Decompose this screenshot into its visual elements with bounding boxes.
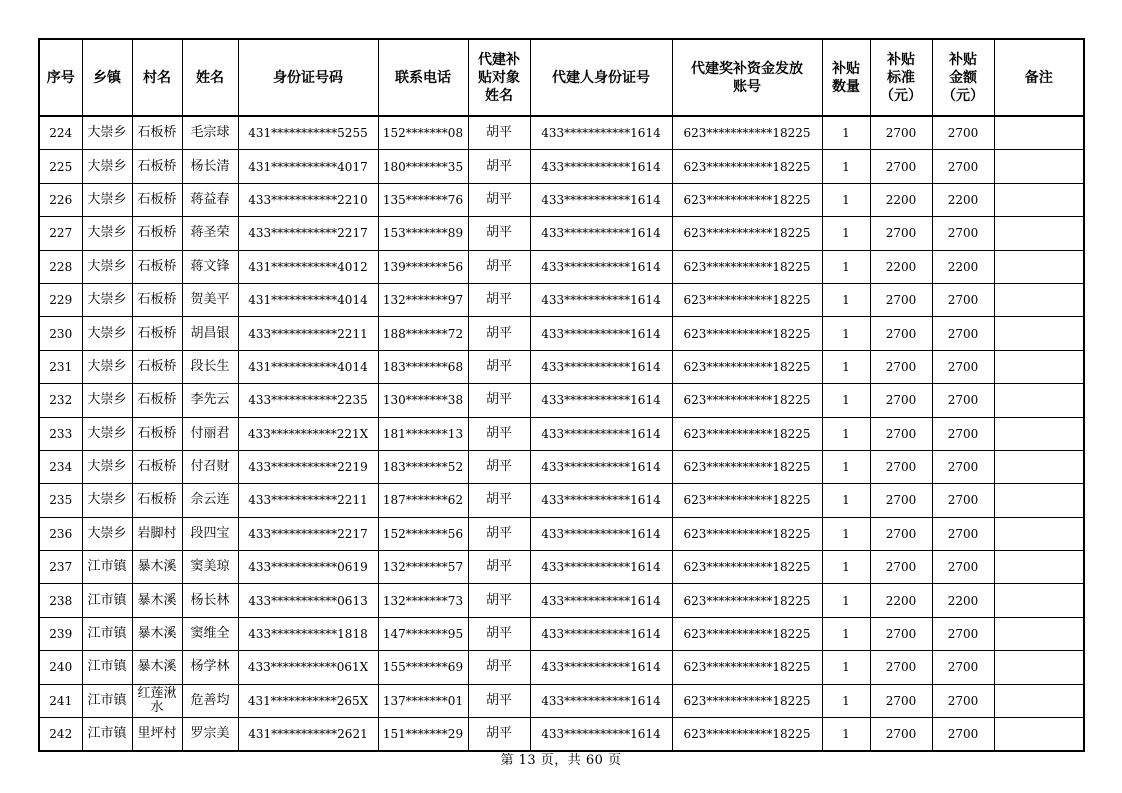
col-standard-cell: 2700 (870, 517, 932, 550)
col-remarks-cell (994, 617, 1084, 650)
col-remarks-cell (994, 517, 1084, 550)
col-remarks-cell (994, 450, 1084, 483)
col-amount-cell: 2700 (932, 484, 994, 517)
col-agent-name-cell: 胡平 (468, 283, 530, 316)
col-id-number-cell: 433***********2211 (238, 484, 378, 517)
col-phone-cell: 155*******69 (378, 651, 468, 684)
table-row (39, 417, 1084, 450)
col-village-cell: 红莲湫 水 (132, 684, 182, 717)
col-amount-cell: 2700 (932, 718, 994, 752)
table-row (39, 217, 1084, 250)
col-standard-cell: 2700 (870, 484, 932, 517)
col-quantity-cell: 1 (822, 718, 870, 752)
table-row (39, 283, 1084, 316)
col-quantity-cell: 1 (822, 684, 870, 717)
col-quantity-header: 补贴 数量 (822, 39, 870, 116)
col-remarks-header: 备注 (994, 39, 1084, 116)
col-id-number-cell: 433***********0619 (238, 551, 378, 584)
col-phone-cell: 188*******72 (378, 317, 468, 350)
col-name-cell: 窦美琼 (182, 551, 238, 584)
col-account-cell: 623***********18225 (672, 250, 822, 283)
col-township-cell: 大崇乡 (82, 150, 132, 183)
col-amount-cell: 2700 (932, 417, 994, 450)
col-agent-name-cell: 胡平 (468, 617, 530, 650)
col-phone-cell: 132*******73 (378, 584, 468, 617)
col-quantity-cell: 1 (822, 484, 870, 517)
col-phone-cell: 183*******52 (378, 450, 468, 483)
col-phone-cell: 139*******56 (378, 250, 468, 283)
table-row (39, 718, 1084, 752)
col-amount-cell: 2700 (932, 116, 994, 150)
col-agent-id-cell: 433***********1614 (530, 484, 672, 517)
col-agent-name-cell: 胡平 (468, 217, 530, 250)
col-phone-cell: 137*******01 (378, 684, 468, 717)
col-account-cell: 623***********18225 (672, 350, 822, 383)
table-row (39, 150, 1084, 183)
col-remarks-cell (994, 250, 1084, 283)
col-account-cell: 623***********18225 (672, 684, 822, 717)
col-township-header: 乡镇 (82, 39, 132, 116)
table-row (39, 551, 1084, 584)
col-agent-id-cell: 433***********1614 (530, 551, 672, 584)
col-index-cell: 227 (39, 217, 82, 250)
col-index-cell: 237 (39, 551, 82, 584)
col-agent-name-cell: 胡平 (468, 450, 530, 483)
col-amount-cell: 2700 (932, 317, 994, 350)
col-township-cell: 大崇乡 (82, 217, 132, 250)
col-account-cell: 623***********18225 (672, 217, 822, 250)
col-standard-cell: 2700 (870, 684, 932, 717)
col-index-cell: 224 (39, 116, 82, 150)
col-village-cell: 石板桥 (132, 283, 182, 316)
col-agent-id-cell: 433***********1614 (530, 584, 672, 617)
col-name-cell: 杨学林 (182, 651, 238, 684)
col-account-cell: 623***********18225 (672, 517, 822, 550)
col-phone-cell: 130*******38 (378, 384, 468, 417)
col-standard-cell: 2200 (870, 250, 932, 283)
col-standard-cell: 2700 (870, 217, 932, 250)
col-quantity-cell: 1 (822, 183, 870, 216)
col-agent-name-cell: 胡平 (468, 250, 530, 283)
col-amount-cell: 2700 (932, 684, 994, 717)
page-footer: 第 13 页，共 60 页 (500, 753, 622, 768)
col-name-cell: 蒋文锋 (182, 250, 238, 283)
col-standard-cell: 2700 (870, 417, 932, 450)
col-agent-name-cell: 胡平 (468, 150, 530, 183)
col-township-cell: 大崇乡 (82, 384, 132, 417)
col-agent-id-cell: 433***********1614 (530, 350, 672, 383)
table-row (39, 450, 1084, 483)
col-index-header: 序号 (39, 39, 82, 116)
col-agent-name-cell: 胡平 (468, 551, 530, 584)
col-account-cell: 623***********18225 (672, 283, 822, 316)
col-agent-name-cell: 胡平 (468, 517, 530, 550)
col-phone-cell: 187*******62 (378, 484, 468, 517)
col-township-cell: 江市镇 (82, 684, 132, 717)
table-row (39, 584, 1084, 617)
col-village-cell: 石板桥 (132, 250, 182, 283)
col-name-cell: 贺美平 (182, 283, 238, 316)
col-township-cell: 大崇乡 (82, 317, 132, 350)
col-agent-name-cell: 胡平 (468, 183, 530, 216)
col-quantity-cell: 1 (822, 584, 870, 617)
col-account-cell: 623***********18225 (672, 584, 822, 617)
col-agent-name-cell: 胡平 (468, 684, 530, 717)
col-id-number-cell: 433***********1818 (238, 617, 378, 650)
col-village-cell: 石板桥 (132, 417, 182, 450)
col-quantity-cell: 1 (822, 551, 870, 584)
col-remarks-cell (994, 283, 1084, 316)
col-name-cell: 罗宗美 (182, 718, 238, 752)
col-village-cell: 石板桥 (132, 450, 182, 483)
col-phone-cell: 152*******08 (378, 116, 468, 150)
col-id-number-cell: 433***********2217 (238, 217, 378, 250)
col-account-cell: 623***********18225 (672, 651, 822, 684)
col-id-number-cell: 433***********2217 (238, 517, 378, 550)
col-township-cell: 江市镇 (82, 651, 132, 684)
col-township-cell: 大崇乡 (82, 450, 132, 483)
col-standard-cell: 2200 (870, 584, 932, 617)
col-village-header: 村名 (132, 39, 182, 116)
col-standard-cell: 2700 (870, 150, 932, 183)
col-index-cell: 241 (39, 684, 82, 717)
col-id-number-cell: 433***********221X (238, 417, 378, 450)
col-id-number-cell: 433***********2211 (238, 317, 378, 350)
col-index-cell: 229 (39, 283, 82, 316)
col-standard-cell: 2700 (870, 551, 932, 584)
col-village-cell: 石板桥 (132, 183, 182, 216)
col-account-cell: 623***********18225 (672, 150, 822, 183)
col-standard-cell: 2700 (870, 384, 932, 417)
col-name-cell: 佘云连 (182, 484, 238, 517)
col-remarks-cell (994, 317, 1084, 350)
col-index-cell: 238 (39, 584, 82, 617)
col-id-number-cell: 431***********265X (238, 684, 378, 717)
col-id-number-cell: 433***********2235 (238, 384, 378, 417)
col-remarks-cell (994, 116, 1084, 150)
col-township-cell: 江市镇 (82, 584, 132, 617)
col-township-cell: 大崇乡 (82, 484, 132, 517)
col-quantity-cell: 1 (822, 651, 870, 684)
col-index-cell: 233 (39, 417, 82, 450)
col-township-cell: 大崇乡 (82, 417, 132, 450)
col-amount-cell: 2700 (932, 350, 994, 383)
col-index-cell: 230 (39, 317, 82, 350)
col-township-cell: 大崇乡 (82, 183, 132, 216)
col-remarks-cell (994, 484, 1084, 517)
col-village-cell: 石板桥 (132, 384, 182, 417)
col-quantity-cell: 1 (822, 417, 870, 450)
col-quantity-cell: 1 (822, 450, 870, 483)
col-amount-cell: 2200 (932, 584, 994, 617)
col-index-cell: 232 (39, 384, 82, 417)
col-remarks-cell (994, 417, 1084, 450)
col-standard-cell: 2700 (870, 651, 932, 684)
col-agent-name-header: 代建补 贴对象 姓名 (468, 39, 530, 116)
col-phone-cell: 132*******97 (378, 283, 468, 316)
col-agent-id-cell: 433***********1614 (530, 684, 672, 717)
col-amount-cell: 2700 (932, 217, 994, 250)
col-phone-cell: 181*******13 (378, 417, 468, 450)
col-amount-cell: 2700 (932, 651, 994, 684)
col-village-cell: 暴木溪 (132, 617, 182, 650)
col-standard-cell: 2700 (870, 718, 932, 752)
col-remarks-cell (994, 551, 1084, 584)
col-account-cell: 623***********18225 (672, 450, 822, 483)
table-row (39, 183, 1084, 216)
col-name-cell: 毛宗球 (182, 116, 238, 150)
col-agent-id-cell: 433***********1614 (530, 183, 672, 216)
col-township-cell: 江市镇 (82, 551, 132, 584)
col-remarks-cell (994, 651, 1084, 684)
col-village-cell: 岩脚村 (132, 517, 182, 550)
col-remarks-cell (994, 217, 1084, 250)
col-name-cell: 段四宝 (182, 517, 238, 550)
col-agent-id-cell: 433***********1614 (530, 384, 672, 417)
col-account-cell: 623***********18225 (672, 317, 822, 350)
table-header-row (39, 39, 1084, 116)
col-agent-name-cell: 胡平 (468, 317, 530, 350)
table-row (39, 617, 1084, 650)
col-id-number-cell: 433***********2210 (238, 183, 378, 216)
col-account-cell: 623***********18225 (672, 551, 822, 584)
col-amount-cell: 2700 (932, 150, 994, 183)
col-agent-name-cell: 胡平 (468, 384, 530, 417)
col-name-cell: 危善均 (182, 684, 238, 717)
col-name-header: 姓名 (182, 39, 238, 116)
table-row (39, 684, 1084, 717)
col-remarks-cell (994, 150, 1084, 183)
col-amount-cell: 2700 (932, 283, 994, 316)
col-remarks-cell (994, 718, 1084, 752)
col-phone-cell: 152*******56 (378, 517, 468, 550)
table-row (39, 350, 1084, 383)
col-phone-cell: 135*******76 (378, 183, 468, 216)
col-village-cell: 石板桥 (132, 116, 182, 150)
col-agent-name-cell: 胡平 (468, 718, 530, 752)
col-standard-cell: 2700 (870, 317, 932, 350)
col-id-number-cell: 433***********2219 (238, 450, 378, 483)
col-agent-id-cell: 433***********1614 (530, 617, 672, 650)
col-index-cell: 225 (39, 150, 82, 183)
col-name-cell: 蒋圣荣 (182, 217, 238, 250)
col-account-cell: 623***********18225 (672, 417, 822, 450)
col-index-cell: 240 (39, 651, 82, 684)
col-index-cell: 234 (39, 450, 82, 483)
col-agent-name-cell: 胡平 (468, 350, 530, 383)
table-row (39, 384, 1084, 417)
col-quantity-cell: 1 (822, 250, 870, 283)
col-agent-id-cell: 433***********1614 (530, 150, 672, 183)
table-body (39, 116, 1084, 751)
col-agent-id-cell: 433***********1614 (530, 718, 672, 752)
col-village-cell: 里坪村 (132, 718, 182, 752)
col-amount-header: 补贴 金额 （元） (932, 39, 994, 116)
col-township-cell: 大崇乡 (82, 250, 132, 283)
col-account-cell: 623***********18225 (672, 718, 822, 752)
table-row (39, 517, 1084, 550)
col-phone-header: 联系电话 (378, 39, 468, 116)
col-agent-id-cell: 433***********1614 (530, 283, 672, 316)
col-id-number-cell: 433***********061X (238, 651, 378, 684)
col-name-cell: 付丽君 (182, 417, 238, 450)
col-phone-cell: 132*******57 (378, 551, 468, 584)
col-amount-cell: 2700 (932, 551, 994, 584)
col-agent-id-cell: 433***********1614 (530, 116, 672, 150)
col-agent-name-cell: 胡平 (468, 584, 530, 617)
col-standard-cell: 2700 (870, 350, 932, 383)
col-agent-name-cell: 胡平 (468, 116, 530, 150)
col-standard-cell: 2200 (870, 183, 932, 216)
col-account-cell: 623***********18225 (672, 484, 822, 517)
col-account-cell: 623***********18225 (672, 617, 822, 650)
table-row (39, 651, 1084, 684)
col-quantity-cell: 1 (822, 350, 870, 383)
col-standard-cell: 2700 (870, 283, 932, 316)
col-township-cell: 大崇乡 (82, 283, 132, 316)
col-account-cell: 623***********18225 (672, 384, 822, 417)
col-quantity-cell: 1 (822, 317, 870, 350)
col-index-cell: 235 (39, 484, 82, 517)
col-township-cell: 江市镇 (82, 718, 132, 752)
col-village-cell: 石板桥 (132, 217, 182, 250)
col-index-cell: 231 (39, 350, 82, 383)
col-name-cell: 李先云 (182, 384, 238, 417)
col-standard-cell: 2700 (870, 116, 932, 150)
col-village-cell: 石板桥 (132, 317, 182, 350)
col-phone-cell: 183*******68 (378, 350, 468, 383)
col-agent-id-cell: 433***********1614 (530, 450, 672, 483)
col-amount-cell: 2700 (932, 384, 994, 417)
col-index-cell: 242 (39, 718, 82, 752)
col-agent-id-header: 代建人身份证号 (530, 39, 672, 116)
col-agent-id-cell: 433***********1614 (530, 517, 672, 550)
table-row (39, 484, 1084, 517)
col-remarks-cell (994, 350, 1084, 383)
col-village-cell: 石板桥 (132, 150, 182, 183)
col-amount-cell: 2200 (932, 183, 994, 216)
col-amount-cell: 2200 (932, 250, 994, 283)
col-phone-cell: 151*******29 (378, 718, 468, 752)
col-agent-name-cell: 胡平 (468, 484, 530, 517)
col-name-cell: 杨长林 (182, 584, 238, 617)
table-row (39, 116, 1084, 150)
col-id-number-cell: 431***********2621 (238, 718, 378, 752)
col-account-cell: 623***********18225 (672, 183, 822, 216)
col-quantity-cell: 1 (822, 217, 870, 250)
col-agent-name-cell: 胡平 (468, 417, 530, 450)
col-index-cell: 239 (39, 617, 82, 650)
col-phone-cell: 147*******95 (378, 617, 468, 650)
col-remarks-cell (994, 384, 1084, 417)
subsidy-table (38, 38, 1085, 752)
col-remarks-cell (994, 584, 1084, 617)
col-index-cell: 236 (39, 517, 82, 550)
col-quantity-cell: 1 (822, 384, 870, 417)
col-id-number-cell: 431***********4014 (238, 283, 378, 316)
col-name-cell: 胡昌银 (182, 317, 238, 350)
col-name-cell: 付召财 (182, 450, 238, 483)
col-index-cell: 228 (39, 250, 82, 283)
col-agent-id-cell: 433***********1614 (530, 250, 672, 283)
col-quantity-cell: 1 (822, 283, 870, 316)
col-township-cell: 大崇乡 (82, 116, 132, 150)
col-agent-id-cell: 433***********1614 (530, 317, 672, 350)
col-remarks-cell (994, 684, 1084, 717)
col-village-cell: 暴木溪 (132, 651, 182, 684)
col-id-number-header: 身份证号码 (238, 39, 378, 116)
col-phone-cell: 153*******89 (378, 217, 468, 250)
col-amount-cell: 2700 (932, 617, 994, 650)
table-row (39, 250, 1084, 283)
col-agent-id-cell: 433***********1614 (530, 217, 672, 250)
col-id-number-cell: 431***********5255 (238, 116, 378, 150)
col-name-cell: 窦维全 (182, 617, 238, 650)
col-village-cell: 石板桥 (132, 484, 182, 517)
col-remarks-cell (994, 183, 1084, 216)
col-id-number-cell: 431***********4012 (238, 250, 378, 283)
col-township-cell: 大崇乡 (82, 350, 132, 383)
col-amount-cell: 2700 (932, 450, 994, 483)
col-name-cell: 段长生 (182, 350, 238, 383)
col-quantity-cell: 1 (822, 116, 870, 150)
col-township-cell: 江市镇 (82, 617, 132, 650)
table-row (39, 317, 1084, 350)
col-standard-cell: 2700 (870, 617, 932, 650)
col-standard-cell: 2700 (870, 450, 932, 483)
col-agent-id-cell: 433***********1614 (530, 417, 672, 450)
col-township-cell: 大崇乡 (82, 517, 132, 550)
col-standard-header: 补贴 标准 （元） (870, 39, 932, 116)
col-account-cell: 623***********18225 (672, 116, 822, 150)
col-agent-id-cell: 433***********1614 (530, 651, 672, 684)
col-name-cell: 蒋益春 (182, 183, 238, 216)
col-phone-cell: 180*******35 (378, 150, 468, 183)
col-agent-name-cell: 胡平 (468, 651, 530, 684)
col-amount-cell: 2700 (932, 517, 994, 550)
col-id-number-cell: 431***********4014 (238, 350, 378, 383)
col-quantity-cell: 1 (822, 517, 870, 550)
col-id-number-cell: 431***********4017 (238, 150, 378, 183)
col-village-cell: 石板桥 (132, 350, 182, 383)
col-account-header: 代建奖补资金发放 账号 (672, 39, 822, 116)
col-quantity-cell: 1 (822, 617, 870, 650)
col-quantity-cell: 1 (822, 150, 870, 183)
col-village-cell: 暴木溪 (132, 584, 182, 617)
col-index-cell: 226 (39, 183, 82, 216)
col-name-cell: 杨长清 (182, 150, 238, 183)
col-village-cell: 暴木溪 (132, 551, 182, 584)
col-id-number-cell: 433***********0613 (238, 584, 378, 617)
